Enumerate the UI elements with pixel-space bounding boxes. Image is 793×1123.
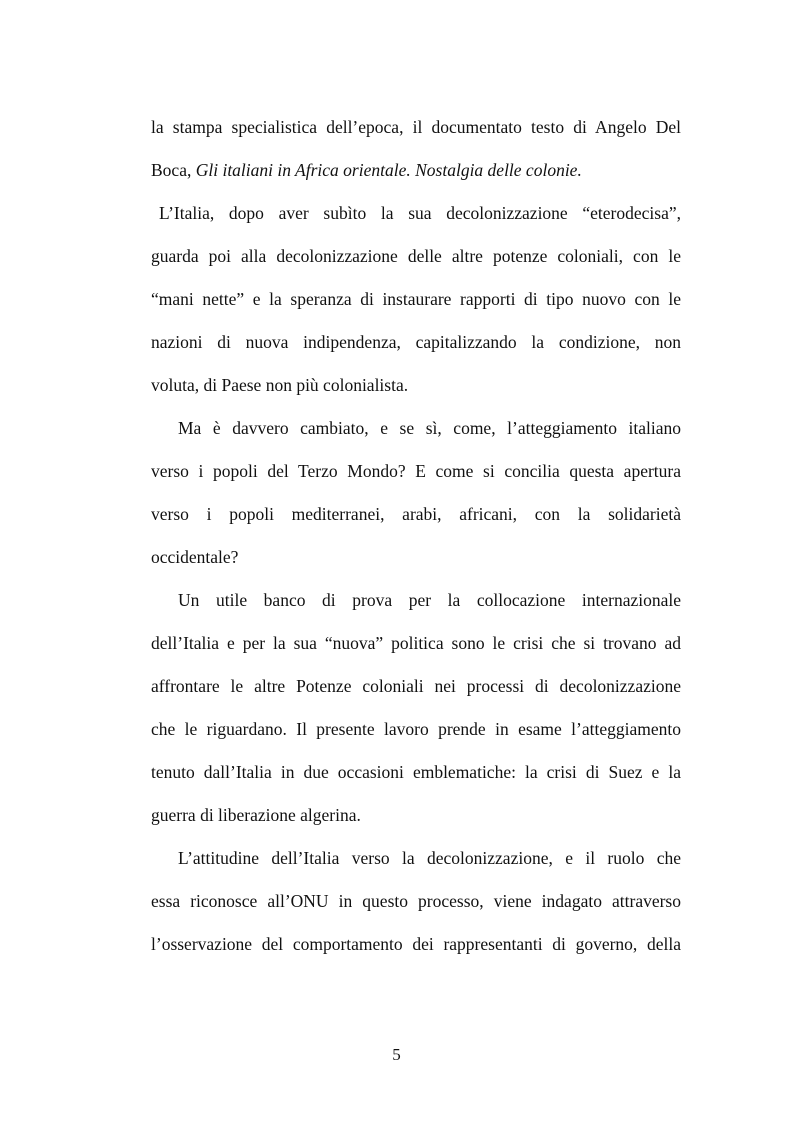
book-title: Gli italiani in Africa orientale. Nostalgia delle colonie. [195,160,582,180]
paragraph-first-line: Un utile banco di prova per la collocazione internazionale [178,590,681,610]
text-line: tenuto dall’Italia in due occasioni emblematiche: la crisi di Suez e la [151,762,681,782]
text-line: affrontare le altre Potenze coloniali nei processi di decolonizzazione [151,676,681,696]
text-line: voluta, di Paese non più colonialista. [151,375,409,395]
text-line: occidentale? [151,547,239,567]
paragraph-first-line: L’Italia, dopo aver subìto la sua decolonizzazione “eterodecisa”, [159,203,681,223]
paragraph-first-line: Ma è davvero cambiato, e se sì, come, l’atteggiamento italiano [178,418,681,438]
text-line: verso i popoli del Terzo Mondo? E come si concilia questa apertura [151,461,681,481]
page-number: 5 [392,1045,401,1064]
text-line: verso i popoli mediterranei, arabi, africani, con la solidarietà [151,504,681,524]
text-line: guarda poi alla decolonizzazione delle altre potenze coloniali, con le [151,246,681,266]
text-line: nazioni di nuova indipendenza, capitalizzando la condizione, non [151,332,681,352]
text-line: la stampa specialistica dell’epoca, il documentato testo di Angelo Del [151,117,681,137]
text-fragment: Boca, [151,160,196,180]
text-line: essa riconosce all’ONU in questo processo, viene indagato attraverso [151,891,681,911]
text-line [151,158,681,182]
text-line: l’osservazione del comportamento dei rappresentanti di governo, della [151,934,681,954]
text-line: dell’Italia e per la sua “nuova” politica sono le crisi che si trovano ad [151,633,681,653]
paragraph-first-line: L’attitudine dell’Italia verso la decolonizzazione, e il ruolo che [178,848,681,868]
text-line: “mani nette” e la speranza di instaurare rapporti di tipo nuovo con le [151,289,681,309]
text-line: guerra di liberazione algerina. [151,805,361,825]
text-line: che le riguardano. Il presente lavoro prende in esame l’atteggiamento [151,719,681,739]
